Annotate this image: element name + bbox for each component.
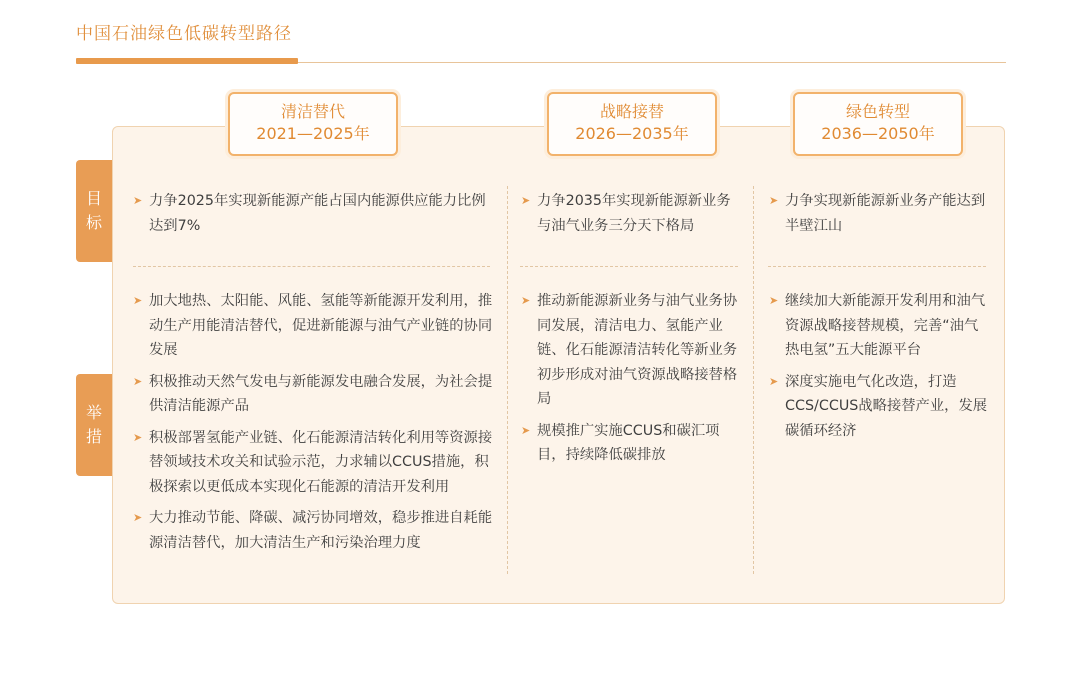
row-label-goals [76, 160, 112, 262]
list-item: ➤ 推动新能源新业务与油气业务协同发展，清洁电力、氢能产业链、化石能源清洁转化等新业务初步形成对油气资源战略接替格局 [521, 289, 743, 412]
arrow-right-icon: ➤ [133, 374, 143, 388]
list-item: ➤ 继续加大新能源开发利用和油气资源战略接替规模，完善“油气热电氢”五大能源平台 [769, 289, 991, 363]
arrow-right-icon: ➤ [133, 511, 143, 524]
arrow-right-icon: ➤ [769, 194, 779, 207]
phase-name: 战略接替 [599, 102, 664, 121]
column-3-goals [769, 189, 991, 245]
phase-green-transition [793, 92, 963, 156]
column-2-measures [521, 289, 743, 475]
list-item: ➤ 加大地热、太阳能、风能、氢能等新能源开发利用，推动生产用能清洁替代，促进新能源与油气产业链的协同发展 [133, 289, 493, 363]
row-label-char: 目 [85, 189, 102, 208]
column-divider [507, 186, 508, 574]
column-3-measures [769, 289, 991, 450]
row-divider [768, 266, 986, 267]
phase-years: 2026—2035年 [575, 124, 689, 143]
arrow-right-icon: ➤ [133, 294, 143, 307]
row-label-char: 标 [85, 213, 102, 232]
list-item: ➤ 深度实施电气化改造，打造CCS/CCUS战略接替产业，发展碳循环经济 [769, 370, 991, 444]
arrow-right-icon: ➤ [521, 194, 531, 207]
list-item: ➤ 力争2035年实现新能源新业务与油气业务三分天下格局 [521, 189, 743, 238]
row-divider [520, 266, 738, 267]
row-divider [133, 266, 490, 267]
column-1-measures [133, 289, 493, 562]
row-label-char: 措 [85, 427, 102, 446]
list-item: ➤ 积极部署氢能产业链、化石能源清洁转化利用等资源接替领域技术攻关和试验示范，力求辅以CCUS措施，积极探索以更低成本实现化石能源的清洁开发利用 [133, 426, 493, 500]
list-item: ➤ 力争2025年实现新能源产能占国内能源供应能力比例达到7% [133, 189, 493, 238]
arrow-right-icon: ➤ [521, 423, 531, 437]
title-accent-bar [76, 58, 298, 64]
list-item: ➤ 积极推动天然气发电与新能源发电融合发展，为社会提供清洁能源产品 [133, 370, 493, 419]
column-1-goals [133, 189, 493, 245]
arrow-right-icon: ➤ [769, 294, 779, 307]
phase-years: 2021—2025年 [256, 124, 370, 143]
page-title: 中国石油绿色低碳转型路径 [76, 24, 292, 44]
arrow-right-icon: ➤ [133, 194, 143, 207]
row-label-char: 举 [85, 403, 102, 422]
arrow-right-icon: ➤ [521, 294, 531, 307]
phase-strategic-succession [547, 92, 717, 156]
phase-name: 绿色转型 [845, 102, 910, 121]
list-item: ➤ 大力推动节能、降碳、减污协同增效，稳步推进自耗能源清洁替代，加大清洁生产和污染治理力度 [133, 506, 493, 555]
row-label-measures [76, 374, 112, 476]
column-divider [753, 186, 754, 574]
phase-clean-substitution [228, 92, 398, 156]
list-item: ➤ 规模推广实施CCUS和碳汇项目，持续降低碳排放 [521, 419, 743, 468]
phase-years: 2036—2050年 [821, 124, 935, 143]
phase-name: 清洁替代 [280, 102, 345, 121]
arrow-right-icon: ➤ [133, 430, 143, 444]
arrow-right-icon: ➤ [769, 374, 779, 388]
column-2-goals [521, 189, 743, 245]
list-item: ➤ 力争实现新能源新业务产能达到半壁江山 [769, 189, 991, 238]
